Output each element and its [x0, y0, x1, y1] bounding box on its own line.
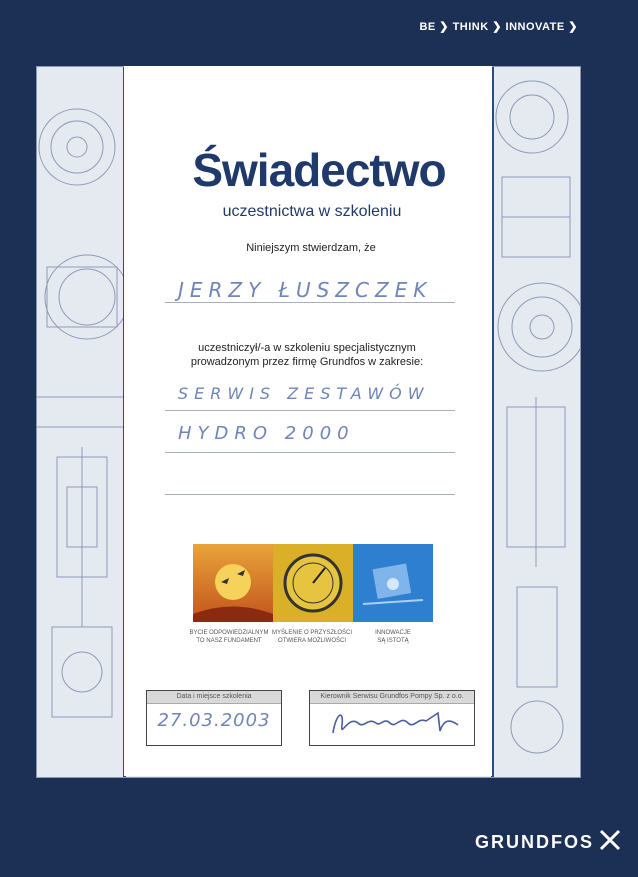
value-caption-3	[352, 629, 434, 645]
topic-line2-rule	[165, 452, 455, 453]
name-line	[165, 302, 455, 303]
signature-icon	[318, 705, 468, 741]
certificate-title: Świadectwo	[192, 144, 446, 196]
value-caption-1-line1: BYCIE ODPOWIEDZIALNYM	[189, 630, 269, 636]
signature-box-label: Kierownik Serwisu Grundfos Pompy Sp. z o.o.	[310, 691, 474, 704]
value-caption-2-line1: MYŚLENIE O PRZYSZŁOŚCI	[271, 630, 353, 636]
date-box-label: Data i miejsce szkolenia	[147, 691, 281, 704]
value-caption-1-line2: TO NASZ FUNDAMENT	[196, 638, 262, 644]
participant-name: JERZY ŁUSZCZEK	[178, 278, 433, 302]
topic-line1-rule	[165, 410, 455, 411]
topic-line3-rule	[165, 494, 455, 495]
responsibility-image	[193, 544, 273, 622]
training-date: 27.03.2003	[157, 710, 271, 731]
value-caption-1	[188, 629, 270, 645]
date-box	[146, 690, 282, 746]
future-thinking-image	[273, 544, 353, 622]
values-image-strip	[193, 544, 431, 622]
value-caption-3-line1: INNOWACJE	[375, 630, 411, 636]
innovation-image	[353, 544, 433, 622]
signature-box	[309, 690, 475, 746]
participation-line1: uczestniczył/-a w szkoleniu specjalistycznym	[198, 342, 416, 354]
value-caption-2-line2: OTWIERA MOŻLIWOŚCI	[277, 638, 346, 644]
certificate-subtitle: uczestnictwa w szkoleniu	[222, 203, 402, 220]
grundfos-logo-icon	[598, 828, 622, 852]
value-caption-2	[271, 629, 353, 645]
participation-line2: prowadzonym przez firmę Grundfos w zakresie:	[190, 356, 424, 368]
tagline: BE ❯ THINK ❯ INNOVATE ❯	[419, 21, 578, 33]
intro-text: Niniejszym stwierdzam, że	[246, 242, 376, 254]
topic-line1: SERWIS ZESTAWÓW	[178, 384, 430, 403]
grundfos-brand: GRUNDFOS	[475, 832, 594, 852]
topic-line2: HYDRO 2000	[178, 423, 355, 444]
value-caption-3-line2: SĄ ISTOTĄ	[377, 638, 409, 644]
